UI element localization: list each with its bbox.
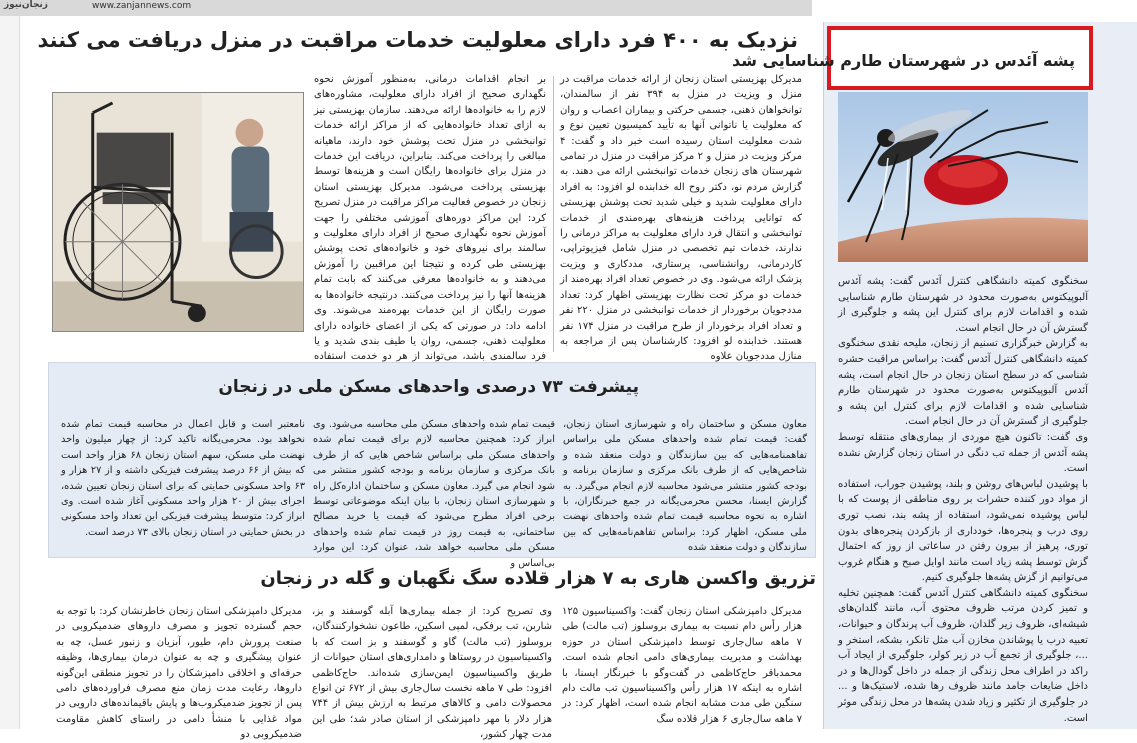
article2-column-middle: قیمت تمام شده واحدهای مسکن ملی محاسبه می‌شود. وی ابراز کرد: همچنین محاسبه لازم برای قیمت تمام شده واحدهای مسکن ملی براساس شاخص هایی که از طرف بانک مرکزی و سازمان برنامه و بودجه کشور منتشر می شود انجام می گیرد. معاون مسکن و ساختمان اداره‌کل راه و شهرسازی استان زنجان، با بیان اینکه موضوعاتی توسط برخی افراد مطرح می‌شود که قیمت یا خرید مصالح ساختمانی، به قیمت روز در قیمت تمام شده واحدهای مسکن ملی محاسبه خواهد شد، عنوان کرد: این موارد بی‌اساس و: [313, 419, 555, 569]
article1-column-right: مدیرکل بهزیستی استان زنجان از ارائه خدمات مراقبت در منزل و ویزیت در منزل به ۳۹۴ نفر از سالمندان، توانخواهان ذهنی، جسمی حرکتی و بیماران اعصاب و روان که معلولیت یا ناتوانی آنها به تأیید کمیسیون تعیین نوع و شدت معلولیت استان رسیده است خبر داد و گفت: ۴ مرکز ویزیت در منزل و ۲ مرکز مراقبت در منزل در تمامی شهرستان های زنجان خدمات توانبخشی ارائه می دهند. به گزارش مردم نو، دکتر روح اله خدابنده لو افزود: به افراد دارای معلولیت شدید و خیلی شدید تحت پوشش بهزیستی که توانایی پرداخت هزینه‌های بهره‌مندی از خدمات توانبخشی و انتقال فرد دارای معلولیت به مراکز درمانی را ندارند، خدمات تیم تخصصی در منزل شامل فیزیوتراپی، کاردرمانی، روانشناسی، پرستاری، مددکاری و ویزیت پزشک ارائه می‌شود. وی در خصوص تعداد افراد بهره‌مند از خدمات دو مرکز تحت نظارت بهزیستی اظهار کرد: تعداد مددجویان برخوردار از خدمات توانبخشی در منزل ۲۲۰ نفر و تعداد افراد برخوردار از طرح مراقبت در منزل ۱۷۴ نفر هستند. خدابنده لو افزود: کارشناسان پس از مراجعه به منازل مددجویان علاوه: [560, 74, 803, 363]
mosquito-photo: [838, 92, 1088, 262]
sidebar-headline: پشه آئدس در شهرستان طارم شناسایی شد: [731, 51, 1075, 70]
sidebar-body: [838, 274, 1088, 724]
sidebar-paragraph: با پوشیدن لباس‌های روشن و بلند، پوشیدن جوراب، استفاده از مواد دور کننده حشرات بر روی مناطقی از پوست که با لباس پوشیده نمی‌شود، استفاده از پشه بند، نصب توری روی درب و پنجره‌ها، خودداری از بازکردن پنجره‌های بدون توری، پرهیز از بیرون رفتن در ساعاتی از روز که احتمال گزش توسط پشه زیاد است مانند اوایل صبح و هنگام غروب می‌توانیم از گزش پشه‌ها جلوگیری کنیم.: [838, 478, 1088, 584]
sidebar-paragraph: سخنگوی کمیته دانشگاهی کنترل آئدس گفت: همچنین تخلیه و تمیز کردن مرتب ظروف محتوی آب، مانند گلدان‌های شیشه‌ای، ظروف زیر گلدان، ظروف آب پرندگان و حیوانات، تعبیه درب یا پوشاندن مخازن آب مثل تانکر، بشکه، استخر و ...، جلوگیری از تجمع آب در زیر کولر، جلوگیری از ایجاد آب راکد در اطراف محل زندگی از جمله در داخل گودال‌ها و در داخل ضایعات جامد مانند ظروف رها شده، لاستیک‌ها و ... در جلوگیری از تکثیر و زیاد شدن پشه‌ها در محل زندگی موثر است.: [838, 587, 1088, 724]
page-top-strip: [0, 0, 812, 16]
sidebar-paragraph: وی گفت: تاکنون هیچ موردی از بیماری‌های منتقله توسط پشه آئدس از جمله تب دنگی در استان زنجان گزارش نشده است.: [838, 431, 1088, 475]
article2-headline: پیشرفت ۷۳ درصدی واحدهای مسکن ملی در زنجان: [218, 377, 639, 397]
article3-column-right: مدیرکل دامپزشکی استان زنجان گفت: واکسیناسیون ۱۲۵ هزار رأس دام نسبت به بیماری بروسلوز (تب مالت) طی ۷ ماهه سال‌جاری توسط دامپزشکی استان در حوزه بهداشت و مدیریت بیماری‌های دامی انجام شده است. محمدباقر حاج‌کاظمی در گفت‌وگو با خبرنگار ایسنا، با اشاره به اینکه ۱۷ هزار رأس واکسیناسیون تب مالت دام سنگین طی مدت مشابه انجام شده است، اظهار کرد: در ۷ ماهه سال‌جاری ۶ هزار قلاده سگ: [562, 606, 802, 725]
sidebar-headline-box: [731, 26, 1093, 90]
article1-headline: نزدیک به ۴۰۰ فرد دارای معلولیت خدمات مراقبت در منزل دریافت می کنند: [37, 28, 798, 52]
sidebar-paragraph: به گزارش خبرگزاری تسنیم از زنجان، ملیحه نقدی سخنگوی کمیته دانشگاهی کنترل آئدس گفت: براساس مراقبت حشره شناسی که در سطح استان زنجان در حال انجام است، پشه آئدس آلبوپیکتوس به‌صورت محدود در شهرستان طارم شناسایی شده و اقدامات لازم برای کنترل این پشه و جلوگیری از گسترش آن در حال انجام است.: [838, 338, 1088, 428]
website-url: www.zanjannews.com: [92, 1, 192, 11]
sidebar-paragraph: سخنگوی کمیته دانشگاهی کنترل آئدس گفت: پشه آئدس آلبوپیکتوس به‌صورت محدود در شهرستان طارم شناسایی شده و اقدامات لازم برای کنترل این پشه و جلوگیری از گسترش آن در حال انجام است.: [838, 276, 1088, 334]
newspaper-logo: زنجان‌نیوز: [4, 0, 48, 10]
page-edge: [0, 16, 20, 729]
article3-column-middle: وی تصریح کرد: از جمله بیماری‌ها آبله گوسفند و بز، شاربن، تب برفکی، لمپی اسکین، طاعون نشخوارکنندگان، بروسلوز (تب مالت) گاو و گوسفند و بز است که با واکسیناسیون در روستاها و دامداری‌های استان حیوانات از طریق واکسیناسیون ایمن‌سازی شده‌اند. حاج‌کاظمی افزود: طی ۷ ماهه نخست سال‌جاری بیش از ۶۷۲ تن انواع محصولات دامی و کالاهای مرتبط به ارزش بیش از ۷۴۴ هزار دلار با مهر دامپزشکی از استان صادر شد؛ طی این مدت چهار کشور،: [312, 606, 552, 741]
sidebar-article: [731, 22, 1137, 729]
article3-column-left: مدیرکل دامپزشکی استان زنجان خاطرنشان کرد: با توجه به حجم گسترده تجویز و مصرف داروهای ضدمیکروبی در صنعت پرورش دام، طیور، آبزیان و زنبور عسل، چه به عنوان پیشگیری و چه به عنوان درمان بیماری‌ها، وظیفه حرفه‌ای و اخلاقی دامپزشکان را در تجویز منطقی این‌گونه داروها، رعایت مدت زمان منع مصرف فراورده‌های دامی پس از تجویز ضدمیکروب‌ها و پایش باقیمانده‌های دارویی در مواد غذایی با منشأ دامی در راستای کاهش مقاومت ضدمیکروبی دو: [56, 606, 302, 741]
wheelchair-photo: [52, 92, 304, 332]
article3-headline: تزریق واکسن هاری به ۷ هزار قلاده سگ نگهبان و گله در زنجان: [260, 568, 816, 589]
column-divider: [553, 76, 554, 352]
article2-column-right: معاون مسکن و ساختمان راه و شهرسازی استان زنجان، گفت: قیمت تمام شده واحدهای مسکن ملی براساس تفاهمنامه‌هایی که بین سازندگان و دولت منعقد شده و شاخص‌هایی که از طرف بانک مرکزی و سازمان برنامه و بودجه کشور منتشر می‌شود محاسبه لازم انجام می‌گیرد. به گزارش ایسنا، محسن محرمی‌یگانه در جمع خبرنگاران، با اشاره به نحوه محاسبه قیمت تمام شده واحدهای نهضت ملی مسکن، اظهار کرد: براساس تفاهم‌نامه‌هایی که بین سازندگان و دولت منعقد شده: [563, 419, 807, 554]
article2-column-left: نامعتبر است و قابل اعمال در محاسبه قیمت تمام شده نخواهد بود. محرمی‌یگانه تاکید کرد: از چهار میلیون واحد نهضت ملی مسکن، سهم استان زنجان ۶۸ هزار واحد است که بیش از ۶۶ درصد پیشرفت فیزیکی داشته و از ۲۷ هزار و ۶۳ واحد مسکونی حمایتی که برای استان زنجان تعیین شده، اجرای بیش از ۲۰ هزار واحد مسکونی آغاز شده است. وی ابراز کرد: متوسط پیشرفت فیزیکی این تعداد واحد مسکونی در بخش حمایتی در استان زنجان بالای ۷۳ درصد است.: [61, 419, 306, 538]
article1-column-left: بر انجام اقدامات درمانی، به‌منظور آموزش نحوه نگهداری صحیح از افراد دارای معلولیت، مشاوره‌های لازم را به خانواده‌ها ارائه می‌دهند. سازمان بهزیستی نیز به ازای تعداد خانواده‌هایی که از مراکز ارائه خدمات توانبخشی در منزل تحت پوشش خود دارند، ماهیانه مبالغی را پرداخت می‌کند. بنابراین، دریافت این خدمات در منزل برای خانواده‌ها رایگان است و هزینه‌ها توسط بهزیستی پرداخت می‌شود. مدیرکل بهزیستی استان زنجان در خصوص فعالیت مراکز مراقبت در منزل تصریح کرد: این مراکز دوره‌های آموزشی مختلفی را جهت آموزش نحوه نگهداری صحیح از افراد دارای معلولیت و سالمند برای نیروهای خود و خانواده‌های تحت پوشش بهزیستی طی کرده و نتیجتا این مراقبین را آموزش می‌دهند و به خانواده‌ها معرفی می‌کنند که بابت تمام هزینه‌ها آنها را نیز پرداخت می‌کنند. درنتیجه خانواده‌ها به صورت رایگان از این خدمات بهره‌مند می‌شوند. وی ادامه داد: در صورتی که یکی از اعضای خانواده دارای معلولیت ذهنی، جسمی، روان یا طیف بندی شدید و یا فرد سالمندی باشد، می‌تواند از هر دو خدمت استفاده: [314, 74, 546, 363]
highlighted-article-box: [48, 362, 816, 569]
